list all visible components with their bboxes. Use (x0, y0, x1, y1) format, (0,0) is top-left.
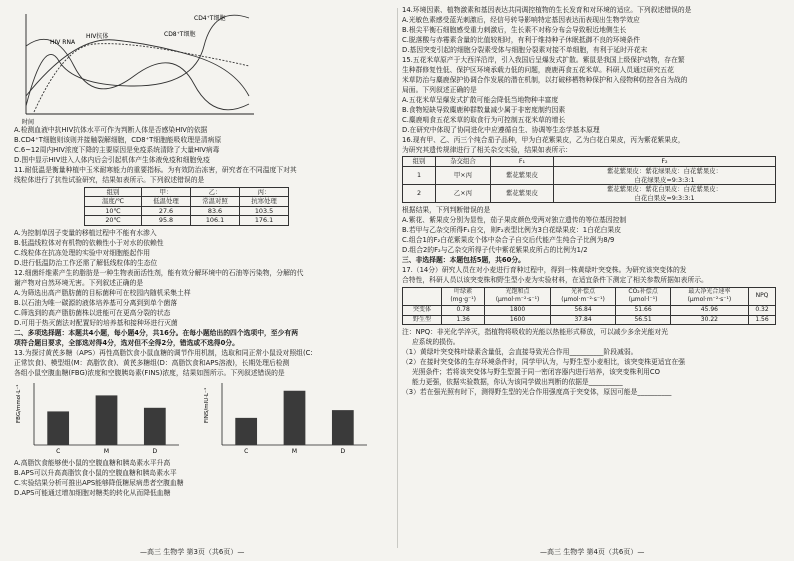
f2-line: 白花绿果皮=9:3:3:1 (634, 175, 695, 184)
fbg-bar-chart (14, 379, 184, 457)
q16-table (402, 156, 776, 203)
table-row (85, 216, 289, 226)
table-row (403, 306, 776, 316)
table-header: NPQ (749, 287, 776, 305)
table-cell: 紫花紫果皮 (491, 185, 554, 203)
table-header: 组别 (403, 157, 436, 167)
note-line: 应系统的损伤。 (412, 338, 460, 347)
stem-line: 合特性，科研人员以该突变株和野生型小麦为实验材料，在适宜条件下测定了相关参数所据如表所示。 (402, 276, 708, 285)
bar-C (47, 412, 69, 446)
table-cell (554, 166, 776, 184)
section-title: 三、非选择题：本题包括5题，共60分。 (402, 256, 525, 265)
table-cell: 野生型 (403, 315, 442, 325)
table-row (403, 185, 776, 203)
bar-C (235, 418, 257, 445)
table-cell: 95.8 (142, 216, 191, 226)
subquestion-line: （2）在接时突变体的生存环境条件时，同学甲认为，与野生型小麦相比，该突变株更适宜在强 (402, 358, 685, 367)
table-subheader: 抗寒处理 (240, 197, 289, 207)
table-cell: 56.51 (616, 315, 670, 325)
stem-line: 局面。下列叙述正确的是 (402, 85, 477, 94)
subquestion-line: （1）黄绿叶突变株叶绿素含量低，会直接导致光合作用__________阶段减弱。 (402, 348, 638, 357)
category-label: D (152, 448, 158, 456)
table-row (403, 315, 776, 325)
table-cell: 突变体 (403, 306, 442, 316)
table-cell: 20℃ (85, 216, 142, 226)
category-label: C (56, 448, 61, 456)
curve-label: HIV抗体 (86, 33, 109, 40)
subquestion-line: 光照条件；若将该突变体与野生型置于同一密闭容器内进行培养，该突变株利用CO (412, 368, 660, 377)
y-axis-label: FBG/mmol·L⁻¹ (16, 384, 22, 424)
stem-line: 米草防治与麋鹿保护协调合作发展的潜在机制，以打破移栖物种保护和入侵物种防控各自为战的 (402, 75, 688, 84)
table-header: 叶绿素(mg·g⁻¹) (442, 287, 485, 305)
option-line: C.筛选到的高产脂肪菌株以进能可在更高分裂的状态 (14, 308, 171, 317)
table-cell: 176.1 (240, 216, 289, 226)
table-cell: 103.5 (240, 206, 289, 216)
table-cell: 1.36 (442, 315, 485, 325)
curve-label: CD8⁺T细胞 (164, 31, 196, 38)
table-cell: 乙×丙 (436, 185, 491, 203)
q14 (402, 6, 784, 55)
option-line: D.进行低温防治工作还需了解低线粒体的生态位 (14, 258, 158, 267)
table-cell: 1 (403, 166, 436, 184)
option-line: A.检测血液中抗HIV抗体水平可作为判断人体是否感染HIV的依据 (14, 126, 208, 134)
table-cell: 0.32 (749, 306, 776, 316)
stem-line: 17.（14分）研究人员在对小麦进行育种过程中，得到一株黄绿叶突变株。为研究该突变体的发 (402, 266, 687, 275)
option-line: C.线粒体在抗冻处理的实验中对细胞能起作用 (14, 248, 151, 257)
table-header: F₂ (554, 157, 776, 167)
option-line: C.麋鹿啃食五花米草的取食行为可控制五花米草的增长 (402, 115, 566, 124)
option-line: D.可用于热灭菌法对配置好的培养基和接种环进行灭菌 (14, 318, 178, 327)
f2-line: 紫花紫果皮：紫花绿果皮：白花紫果皮： (606, 166, 723, 175)
option-line: C.实验结果分析可推出APS能够降低糖尿病患者空腹血糖 (14, 479, 184, 488)
q12 (14, 269, 392, 328)
category-label: M (103, 448, 110, 456)
curve-label: HIV RNA (50, 39, 76, 46)
table-cell: 2 (403, 185, 436, 203)
x-axis-label: 时间 (22, 119, 35, 126)
q13-charts (14, 379, 392, 457)
option-line: B.低温线粒体对有机物的依赖性小于对水的依赖性 (14, 238, 164, 247)
curve-cd4 (26, 39, 249, 109)
table-subheader: 温度/℃ (85, 197, 142, 207)
q11 (14, 166, 392, 268)
table-cell: 紫花紫果皮 (491, 166, 554, 184)
table-header: 乙： (191, 187, 240, 197)
bar-D (332, 410, 354, 445)
option-line: A.光敏色素感受蓝光刺激后，经信号转导影响特定基因表达而表现出生物学效应 (402, 15, 640, 24)
option-line: D.组合2的F₂与乙杂交所得子代中紫花紫果皮所占的比例为1/2 (402, 246, 588, 255)
table-cell: 10℃ (85, 206, 142, 216)
table-cell: 37.84 (550, 315, 616, 325)
option-line: D.在研究中体现了协同进化中应遵循自生、协调等生态学基本原理 (402, 125, 600, 134)
right-column (402, 6, 784, 398)
option-line: A.为筛选出高产脂肪菌的目标菌种可在校园内随机采集土样 (14, 288, 191, 297)
y-axis-label: FINS/mIU·L⁻¹ (204, 388, 210, 424)
subquestion-line: （3）若在强光照有时下，测得野生型的光合作用强度高于突变体，原因可能是__________ (402, 388, 672, 397)
bar-D (144, 408, 166, 445)
stem-line: 16.现有甲、乙、丙三个纯合茄子品种，甲为白花紫果皮，乙为白花白果皮，丙为紫花紫果皮， (402, 135, 685, 144)
option-line: B.食物短缺导致麋鹿种群数量减少属于非密度制约因素 (402, 105, 566, 114)
section-title: 项符合题目要求，全部选对得4分，选对但不全得2分，错选或不选得0分。 (14, 338, 239, 347)
table-row (85, 206, 289, 216)
section-title: 二、多项选择题：本题共4小题，每小题4分，共16分。在每小题给出的四个选项中，至少有两 (14, 328, 298, 337)
f2-line: 白花白果皮=9:3:3:1 (634, 193, 695, 202)
q10-options (14, 126, 392, 165)
stem-line: 为研究其遗传规律进行了相关杂交实验，结果如表所示： (402, 145, 572, 154)
option-line: A.为控制单因子变量的移植过程中不能有水渗入 (14, 228, 157, 237)
table-header: 最大净光合速率(μmol·m⁻²·s⁻¹) (670, 287, 748, 305)
stem-line: 正常饮食)、模型组(M：高脂饮食)、黄芪多糖组(D：高脂饮食和APS溶液)，长期处理后检测 (14, 358, 290, 367)
table-subheader: 常温对照 (191, 197, 240, 207)
option-line: C.组合1的F₂白花紫果皮个体中杂合子自交后代能产生纯合子比例为8/9 (402, 236, 615, 245)
bar-M (96, 396, 118, 446)
page-footer-left: —高三 生物学 第3页（共6页）— (140, 548, 245, 557)
table-cell: 30.22 (670, 315, 748, 325)
stem-line: 11.耐低温是衡量种植中玉米耐寒能力的重要指标。为有效防治冻害，研究者在不同温度下对其 (14, 165, 297, 174)
table-header: 光补偿点(μmol·m⁻²·s⁻¹) (550, 287, 616, 305)
stem-line: 12.细菌纤维素产生的脂肪是一种生物表面活性剂，能有效分解环境中的石油等污染物，分解的代 (14, 268, 304, 277)
table-header: 甲： (142, 187, 191, 197)
table-cell: 45.96 (670, 306, 748, 316)
table-cell: 1800 (485, 306, 551, 316)
subquestion-line: 能力更强，依据实验数据，你认为该同学做出判断的依据是__________ (412, 378, 623, 387)
category-label: M (291, 448, 298, 456)
hiv-figure (14, 6, 392, 126)
table-cell: 1.56 (749, 315, 776, 325)
q11-table (84, 187, 289, 226)
option-line: C.6~12周内HIV浓度下降的主要原因是免疫系统清除了大量HIV病毒 (14, 145, 220, 154)
table-cell (554, 185, 776, 203)
bar-M (284, 391, 306, 445)
table-cell: 1600 (485, 315, 551, 325)
option-line: A.紫花、紫果皮分别为显性，茄子果皮颜色受两对独立遗传的等位基因控制 (402, 216, 627, 225)
q13 (14, 349, 392, 498)
stem-line: 15.五花米草原产于大西洋沿岸，引入我国后呈爆发式扩散。紫鼠是我国上级保护动物，存在繁 (402, 55, 685, 64)
option-line: C.脱落酸与赤霉素含量的比值较相时，有利于维持种子休眠抵御不良的环境条件 (402, 35, 640, 44)
hiv-curve-chart (14, 6, 264, 126)
option-line: B.根尖平衡石细胞感受重力刺激后，生长素不对称分布会导致根近地侧生长 (402, 25, 627, 34)
table-cell: 甲×丙 (436, 166, 491, 184)
stem-line: 根据结果，下列判断错误的是 (402, 206, 491, 215)
table-cell: 106.1 (191, 216, 240, 226)
option-line: D.APS可能通过增加细胞对糖类的转化从而降低血糖 (14, 489, 171, 498)
table-cell: 51.66 (616, 306, 670, 316)
category-label: C (244, 448, 249, 456)
table-cell: 83.6 (191, 206, 240, 216)
f2-line: 紫花紫果皮：紫花白果皮：白花紫果皮： (606, 185, 723, 194)
table-header: 杂交组合 (436, 157, 491, 167)
table-header: 组别 (85, 187, 142, 197)
category-label: D (340, 448, 346, 456)
option-line: D.基因突变引起的细胞分裂素受体与细胞分裂素对接不单细胞，有利于延时开花末 (402, 45, 648, 54)
stem-line: 线粒体进行了抗性试验研究，结果如表所示。下列叙述错误的是 (14, 175, 205, 184)
table-header: 光饱和点(μmol·m⁻²·s⁻¹) (485, 287, 551, 305)
q15 (402, 56, 784, 134)
q17 (402, 266, 784, 396)
option-line: A.高脂饮食能够使小鼠的空腹血糖和胰岛素水平升高 (14, 459, 171, 468)
left-column (14, 6, 392, 499)
fins-bar-chart (202, 379, 372, 457)
option-line: B.以石油为唯一碳源的液体培养基可分离到到单个菌落 (14, 298, 178, 307)
page-footer-right: —高三 生物学 第4页（共6页）— (540, 548, 645, 557)
stem-line: 14.环境因素、植物激素和基因表达共同调控植物的生长发育和对环境的适应。下列叙述错误的是 (402, 6, 692, 14)
stem-line: 生种群修复性低、保护区环境承载力低的问题，鹿鹿再食五花米草。科研人员通过研究五花 (402, 65, 674, 74)
stem-line: 13.为探讨黄芪多糖（APS）再性高脂饮食小鼠血糖的调节作用机制，选取和同正常小鼠设对照组(C: (14, 348, 313, 357)
table-cell: 0.78 (442, 306, 485, 316)
table-subheader: 低温处理 (142, 197, 191, 207)
table-header (403, 287, 442, 305)
stem-line: 各组小鼠空腹血糖(FBG)浓度和空腹胰岛素(FINS)浓度，结果如图所示。下列叙述错误的是 (14, 368, 285, 377)
option-line: A.五花米草呈爆发式扩散可能会降低当地物种丰富度 (402, 95, 559, 104)
option-line: B.CD4⁺T细胞则该则并接触裂解细胞，CD8⁺T细胞能吸收理是清病原 (14, 135, 222, 144)
table-cell: 56.84 (550, 306, 616, 316)
table-cell: 27.6 (142, 206, 191, 216)
table-header: F₁ (491, 157, 554, 167)
q17-table (402, 287, 776, 325)
note-line: 注：NPQ：非光化学淬灭，指植物将吸收的光能以热能形式释放，可以减少多余光能对光 (402, 328, 669, 337)
curve-label: CD4⁺T细胞 (194, 15, 226, 22)
table-header: CO₂补偿点(μmol·l⁻¹) (616, 287, 670, 305)
table-row (403, 166, 776, 184)
column-divider (397, 8, 398, 548)
table-header: 丙： (240, 187, 289, 197)
option-line: B.若甲与乙杂交所得F₁自交，则F₂表型比例为3白花绿果皮：1白花白果皮 (402, 226, 622, 235)
stem-line: 谢产物对自然环境无害。下列叙述正确的是 (14, 278, 144, 287)
option-line: D.图中显示HIV进入人体内后会引起机体产生体液免疫和细胞免疫 (14, 155, 210, 164)
option-line: B.APS可以升高高脂饮食小鼠的空腹血糖和胰岛素水平 (14, 469, 177, 478)
q16 (402, 136, 784, 255)
